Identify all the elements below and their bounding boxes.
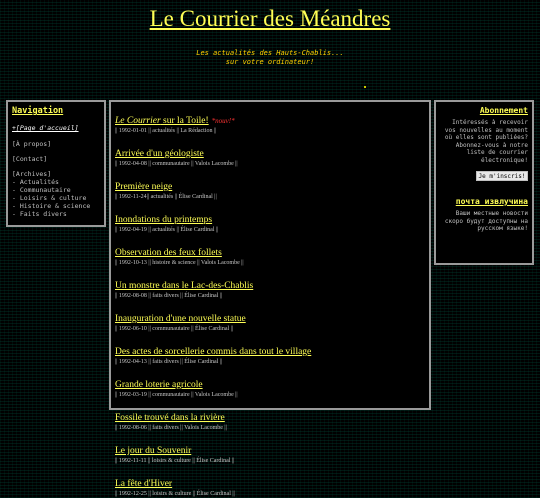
nav-sub-faits-divers[interactable]: - Faits divers bbox=[12, 210, 67, 218]
article-title-link[interactable]: Un monstre dans le Lac-des-Chablis bbox=[115, 281, 254, 291]
tagline-line-2: sur votre ordinateur! bbox=[225, 58, 315, 66]
article-item bbox=[115, 339, 425, 366]
navigation-panel bbox=[6, 100, 106, 227]
article-title-link[interactable]: Des actes de sorcellerie commis dans tout le village bbox=[115, 347, 312, 357]
nav-link-contact[interactable]: [Contact] bbox=[12, 155, 48, 163]
article-item bbox=[115, 240, 425, 267]
nav-link-archives[interactable]: [Archives] bbox=[12, 170, 52, 178]
article-item bbox=[115, 405, 425, 432]
article-meta: || 1992-03-19 || communautaire || Valois Lacombe || bbox=[115, 392, 238, 398]
article-meta: || 1992-04-08 || communautaire || Valois Lacombe || bbox=[115, 161, 238, 167]
russian-text: Ваши местные новости скоро будут доступны на русском языке! bbox=[444, 210, 528, 232]
article-title-emphasis: Le Courrier bbox=[115, 116, 161, 126]
site-title-link[interactable]: Le Courrier des Méandres bbox=[149, 6, 391, 31]
article-item bbox=[115, 372, 425, 399]
article-title-link[interactable] bbox=[115, 116, 209, 126]
article-meta: || 1992-04-13 || faits divers || Élise Cardinal || bbox=[115, 359, 223, 365]
article-item bbox=[115, 471, 425, 498]
article-item bbox=[115, 306, 425, 333]
article-title-link[interactable]: Inauguration d'une nouvelle statue bbox=[115, 314, 246, 324]
nav-link-home[interactable]: +[Page d'accueil] bbox=[12, 124, 79, 132]
article-meta: || 1992-04-19 || actualités || Élise Cardinal || bbox=[115, 227, 219, 233]
subscribe-title: Abonnement bbox=[479, 106, 528, 115]
article-meta: || 1992-06-10 || communautaire || Élise Cardinal || bbox=[115, 326, 234, 332]
article-meta: || 1992-08-08 || faits divers || Élise Cardinal || bbox=[115, 293, 223, 299]
russian-title[interactable]: почта извлучина bbox=[455, 197, 528, 206]
new-badge: *nouv!* bbox=[211, 117, 235, 125]
article-item bbox=[115, 108, 425, 135]
article-title-link[interactable]: Observation des feux follets bbox=[115, 248, 222, 258]
article-title-link[interactable]: Première neige bbox=[115, 182, 173, 192]
tagline bbox=[0, 49, 540, 67]
site-title bbox=[0, 6, 540, 32]
navigation-title: Navigation bbox=[12, 106, 64, 116]
article-title-text: sur la Toile! bbox=[160, 116, 209, 126]
article-title-link[interactable]: Fossile trouvé dans la rivière bbox=[115, 413, 225, 423]
article-item bbox=[115, 438, 425, 465]
article-title-link[interactable]: Inondations du printemps bbox=[115, 215, 213, 225]
articles-panel bbox=[109, 100, 431, 497]
nav-sub-communautaire[interactable]: - Communautaire bbox=[12, 186, 71, 194]
article-meta: || 1992-12-25 || loisirs & culture || Élise Cardinal || bbox=[115, 491, 235, 497]
article-meta: || 1992-10-13 || histoire & science || Valois Lacombe || bbox=[115, 260, 244, 266]
article-item bbox=[115, 174, 425, 201]
nav-link-about[interactable]: [À propos] bbox=[12, 140, 52, 148]
article-meta: || 1992-08-06 || faits divers || Valois Lacombe || bbox=[115, 425, 227, 431]
nav-sub-loisirs[interactable]: - Loisirs & culture bbox=[12, 194, 87, 202]
nav-sub-actualites[interactable]: - Actualités bbox=[12, 178, 59, 186]
sidebar-spacer bbox=[440, 181, 528, 197]
article-meta: || 1992-11-24|| actualités || Élise Cardinal || bbox=[115, 194, 217, 200]
article-item bbox=[115, 141, 425, 168]
tagline-line-1: Les actualités des Hauts-Chablis... bbox=[196, 49, 344, 57]
article-item bbox=[115, 207, 425, 234]
article-title-link[interactable]: La fête d'Hiver bbox=[115, 479, 173, 489]
article-title-link[interactable]: Le jour du Souvenir bbox=[115, 446, 192, 456]
nav-sub-histoire[interactable]: - Histoire & science bbox=[12, 202, 91, 210]
article-title-link[interactable]: Arrivée d'un géologiste bbox=[115, 149, 204, 159]
subscribe-button[interactable]: Je m'inscris! bbox=[476, 171, 528, 181]
article-meta: || 1992-01-01 || actualités || La Rédaction || bbox=[115, 128, 217, 134]
article-meta: || 1992-11-11 || loisirs & culture || Élise Cardinal || bbox=[115, 458, 235, 464]
decorative-dot bbox=[364, 86, 366, 88]
article-title-link[interactable]: Grande loterie agricole bbox=[115, 380, 203, 390]
subscribe-text: Intéressés à recevoir vos nouvelles au moment où elles sont publiées? Abonnez-vous à notre liste de courrier électronique! bbox=[444, 119, 528, 164]
sidebar-right bbox=[434, 100, 534, 265]
article-item bbox=[115, 273, 425, 300]
